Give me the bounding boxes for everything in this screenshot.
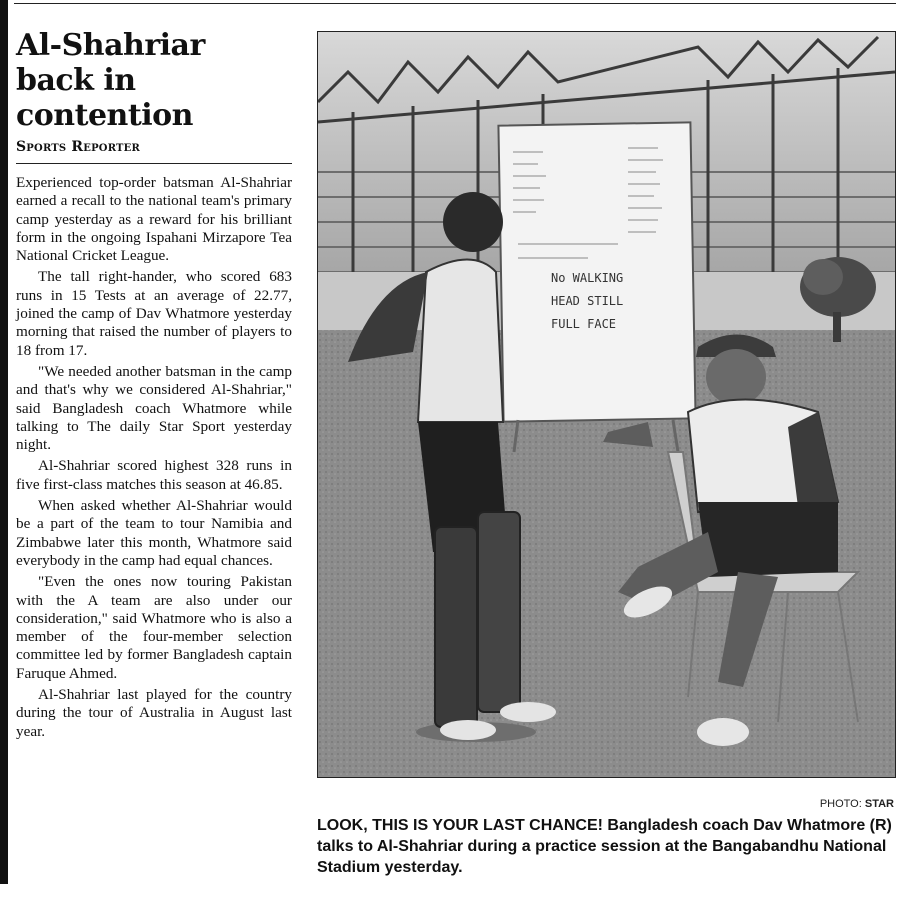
whiteboard bbox=[498, 122, 695, 452]
paragraph: Al-Shahriar scored highest 328 runs in five first-class matches this season at 46.85. bbox=[16, 457, 292, 493]
byline-rule bbox=[16, 163, 292, 164]
board-line: HEAD STILL bbox=[551, 294, 624, 308]
news-photo bbox=[317, 31, 896, 778]
board-line: No WALKING bbox=[551, 271, 624, 285]
photo-credit-label: PHOTO: bbox=[819, 798, 862, 810]
board-line: FULL FACE bbox=[551, 317, 617, 331]
photo-illustration bbox=[318, 32, 895, 777]
paragraph: Experienced top-order batsman Al-Shahriar earned a recall to the national team's primary camp yesterday as a reward for his brilliant form in the ongoing Ispahani Mirzapore Tea National Cricket League. bbox=[16, 174, 292, 265]
paragraph: "We needed another batsman in the camp and that's why we considered Al-Shahriar," said Bangladesh coach Whatmore while talking to The daily Star Sport yesterday night. bbox=[16, 362, 292, 454]
photo-credit-source: STAR bbox=[864, 798, 894, 810]
left-margin-bar bbox=[0, 0, 8, 884]
paragraph: The tall right-hander, who scored 683 runs in 15 Tests at an average of 22.77, joined the camp of Dav Whatmore yesterday morning that raised the number of players to 18 from 17. bbox=[16, 268, 292, 359]
article-column bbox=[16, 28, 292, 744]
top-rule bbox=[14, 3, 896, 4]
paragraph: "Even the ones now touring Pakistan with the A team are also under our consideration," said Whatmore who is also a member of the four-member selection committee led by former Bangladesh captain Faruque Ahmed. bbox=[16, 573, 292, 682]
photo-credit bbox=[820, 798, 894, 810]
article-body bbox=[16, 174, 292, 741]
photo-caption: LOOK, THIS IS YOUR LAST CHANCE! Bangladesh coach Dav Whatmore (R) talks to Al-Shahriar during a practice session at the Bangabandhu National Stadium yesterday. bbox=[317, 817, 892, 876]
headline: Al-Shahriar back in contention bbox=[16, 28, 205, 133]
paragraph: When asked whether Al-Shahriar would be a part of the team to tour Namibia and Zimbabwe later this month, Whatmore said everybody in the camp had equal chances. bbox=[16, 497, 292, 569]
byline: Sports Reporter bbox=[16, 139, 141, 155]
paragraph: Al-Shahriar last played for the country during the tour of Australia in August last year. bbox=[16, 686, 292, 740]
